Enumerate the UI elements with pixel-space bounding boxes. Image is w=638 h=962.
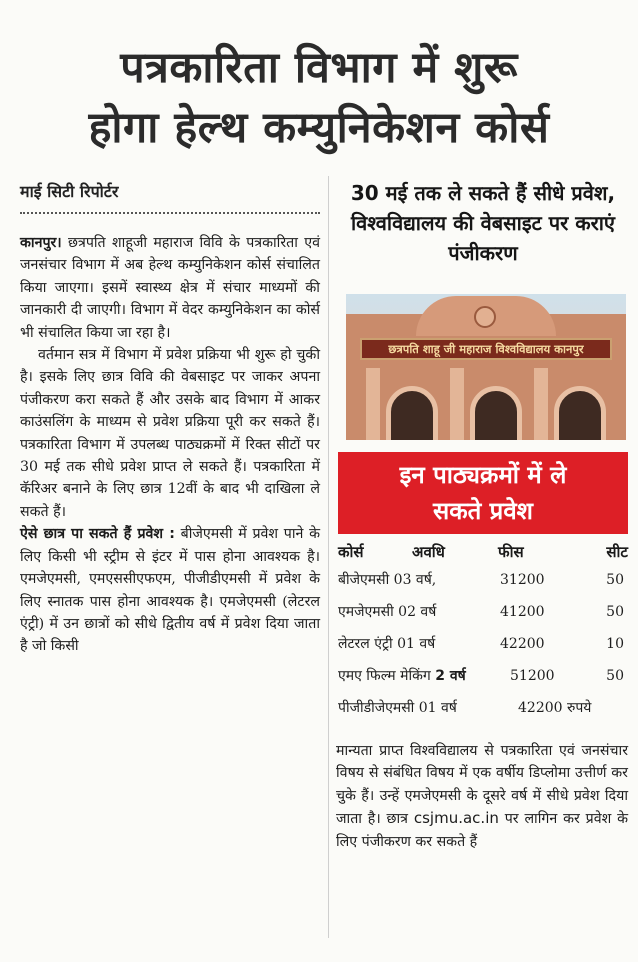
seats-cell: 10 — [606, 636, 624, 652]
pillar — [534, 368, 548, 440]
right-column-text: मान्यता प्राप्त विश्वविद्यालय से पत्रकारिता एवं जनसंचार विषय से संबंधित विषय में एक वर्षीय डिप्लोमा उत्तीर्ण कर चुके हैं। उन्हें एमजेएमसी के दूसरे वर्ष में सीधे प्रवेश दिया जाता है। छात्र — [336, 743, 628, 828]
table-row — [338, 628, 628, 660]
table-row — [338, 660, 628, 692]
pillar — [450, 368, 464, 440]
header-course: कोर्स — [338, 543, 364, 561]
dateline: कानपुर। — [20, 235, 62, 251]
paragraph-2: वर्तमान सत्र में विभाग में प्रवेश प्रक्रिया भी शुरू हो चुकी है। इसके लिए छात्र विवि की वेबसाइट पर जाकर अपना पंजीकरण करा सकते हैं और उसके बाद विभाग में आकर काउंसलिंग के माध्यम से प्रवेश प्रक्रिया पूरी कर सकते हैं। पत्रकारिता विभाग में उपलब्ध पाठ्यक्रमों में रिक्त सीटों पर 30 मई तक सीधे प्रवेश प्राप्त ले सकते हैं। पत्रकारिता में कॅरिअर बनाने के लिए छात्र 12वीं के बाद भी दाखिला ले सकते हैं। — [20, 347, 320, 520]
section-heading: ऐसे छात्र पा सकते हैं प्रवेश : — [20, 526, 175, 543]
header-seats: सीट — [606, 543, 628, 561]
table-header — [338, 540, 628, 564]
byline: माई सिटी रिपोर्टर — [20, 180, 320, 214]
course-duration-cell: लेटरल एंट्री 01 वर्ष — [338, 636, 436, 652]
courses-banner — [338, 452, 628, 534]
paragraph-3 — [20, 523, 320, 657]
seats-cell: 50 — [606, 572, 624, 588]
headline-line-2: होगा हेल्थ कम्युनिकेशन कोर्स — [88, 103, 550, 153]
fee-cell: 51200 — [510, 668, 555, 684]
paragraph-1-text: छत्रपति शाहूजी महाराज विवि के पत्रकारिता एवं जनसंचार विभाग में अब हेल्थ कम्युनिकेशन कोर्स संचालित किया जाएगा। इसमें स्वास्थ्य क्षेत्र में संचार माध्यमों की जानकारी दी जाएगी। विभाग में वेदर कम्युनिकेशन का कोर्स भी संचालित किया जा रहा है। — [20, 235, 320, 341]
table-row — [338, 692, 628, 724]
table-row — [338, 596, 628, 628]
right-column-text-end: पर लागिन कर प्रवेश के लिए पंजीकरण कर सकते हैं — [336, 811, 629, 850]
column-divider — [328, 176, 329, 938]
left-column — [20, 232, 320, 658]
pillar — [366, 368, 380, 440]
header-fee: फीस — [498, 543, 524, 561]
headline-line-1: पत्रकारिता विभाग में शुरू — [120, 43, 518, 93]
university-building-photo — [346, 294, 626, 440]
archway — [386, 386, 438, 440]
fee-cell: 31200 — [500, 572, 545, 588]
fee-cell: 41200 — [500, 604, 545, 620]
banner-line-2: सकते प्रवेश — [432, 497, 533, 525]
fee-cell: 42200 रुपये — [518, 700, 592, 716]
course-name: एमए फिल्म मेकिंग — [338, 668, 431, 684]
archway — [554, 386, 606, 440]
university-signboard: छत्रपति शाहू जी महाराज विश्वविद्यालय कानपुर — [360, 338, 612, 360]
seats-cell: 50 — [606, 668, 624, 684]
course-duration-cell — [338, 660, 466, 692]
paragraph-3-text: बीजेएमसी में प्रवेश पाने के लिए किसी भी स्ट्रीम से इंटर में पास होना आवश्यक है। एमजेएमसी, एमएससीएफएम, पीजीडीएमसी में प्रवेश के लिए स्नातक पास होना आवश्यक है। एमजेएमसी (लेटरल एंट्री) में उन छात्रों को सीधे द्वितीय वर्ष में प्रवेश दिया जाता है जो किसी — [20, 526, 320, 655]
subheadline: 30 मई तक ले सकते हैं सीधे प्रवेश, विश्वविद्यालय की वेबसाइट पर कराएं पंजीकरण — [350, 181, 616, 265]
right-column — [336, 740, 628, 853]
paragraph-1 — [20, 232, 320, 344]
archway — [470, 386, 522, 440]
emblem-icon — [474, 306, 496, 328]
seats-cell: 50 — [606, 604, 624, 620]
course-duration-cell: पीजीडीजेएमसी 01 वर्ष — [338, 700, 457, 716]
course-table — [338, 540, 628, 724]
course-duration-cell: एमजेएमसी 02 वर्ष — [338, 604, 437, 620]
headline — [8, 38, 630, 158]
banner-line-1: इन पाठ्यक्रमों में ले — [399, 461, 567, 489]
website-link: csjmu.ac.in — [413, 809, 499, 828]
duration-bold: 2 वर्ष — [435, 668, 466, 684]
course-duration-cell: बीजेएमसी 03 वर्ष, — [338, 572, 437, 588]
table-row — [338, 564, 628, 596]
fee-cell: 42200 — [500, 636, 545, 652]
header-duration: अवधि — [412, 543, 445, 561]
